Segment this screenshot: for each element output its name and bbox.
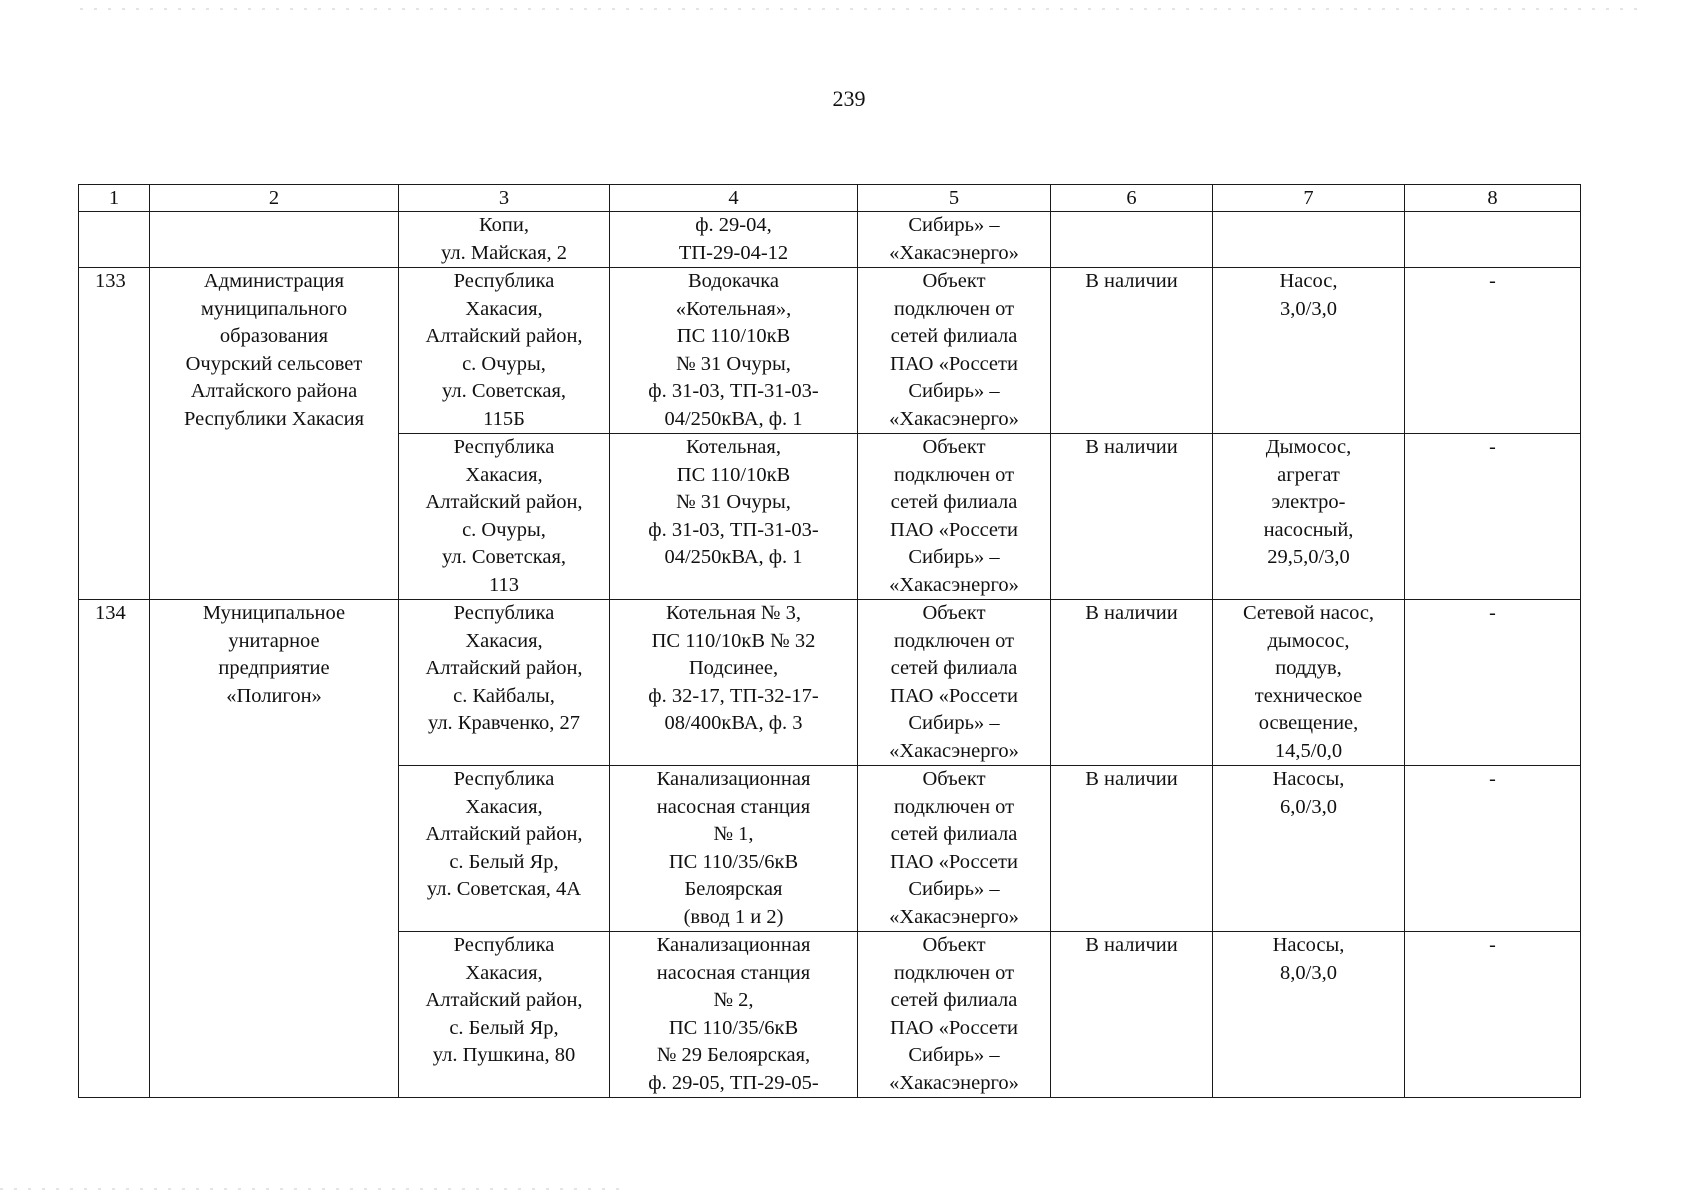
column-number-row — [79, 185, 1581, 212]
cell-note: - — [1405, 600, 1581, 766]
cell-address: Республика Хакасия, Алтайский район, с. Очуры, ул. Советская, 113 — [399, 434, 610, 600]
cell-number: 133 — [79, 268, 150, 600]
cell-note: - — [1405, 434, 1581, 600]
scan-artifact-bottom — [0, 1188, 620, 1190]
cell-equipment: Насосы, 6,0/3,0 — [1213, 766, 1405, 932]
cell-equipment: Дымосос, агрегат электро- насосный, 29,5,0/3,0 — [1213, 434, 1405, 600]
cell-connection: Объект подключен от сетей филиала ПАО «Россети Сибирь» – «Хакасэнерго» — [858, 932, 1051, 1098]
column-header: 8 — [1405, 185, 1581, 212]
cell-address: Республика Хакасия, Алтайский район, с. Белый Яр, ул. Советская, 4А — [399, 766, 610, 932]
data-table — [78, 184, 1581, 1098]
cell-status: В наличии — [1051, 434, 1213, 600]
page-number: 239 — [832, 86, 866, 111]
cell-organization — [150, 212, 399, 268]
continuation-row — [79, 212, 1581, 268]
cell-status: В наличии — [1051, 600, 1213, 766]
cell-address: Республика Хакасия, Алтайский район, с. Кайбалы, ул. Кравченко, 27 — [399, 600, 610, 766]
cell-address: Копи, ул. Майская, 2 — [399, 212, 610, 268]
cell-connection: Объект подключен от сетей филиала ПАО «Россети Сибирь» – «Хакасэнерго» — [858, 434, 1051, 600]
column-header: 7 — [1213, 185, 1405, 212]
cell-status: В наличии — [1051, 766, 1213, 932]
cell-connection: Сибирь» – «Хакасэнерго» — [858, 212, 1051, 268]
cell-address: Республика Хакасия, Алтайский район, с. Очуры, ул. Советская, 115Б — [399, 268, 610, 434]
cell-note — [1405, 212, 1581, 268]
cell-organization: Администрация муниципального образования Очурский сельсовет Алтайского района Республики Хакасия — [150, 268, 399, 600]
scan-artifact-top — [80, 8, 1640, 10]
cell-number — [79, 212, 150, 268]
cell-object: Котельная № 3, ПС 110/10кВ № 32 Подсинее, ф. 32-17, ТП-32-17- 08/400кВА, ф. 3 — [610, 600, 858, 766]
column-header: 2 — [150, 185, 399, 212]
cell-connection: Объект подключен от сетей филиала ПАО «Россети Сибирь» – «Хакасэнерго» — [858, 268, 1051, 434]
cell-object: Котельная, ПС 110/10кВ № 31 Очуры, ф. 31-03, ТП-31-03- 04/250кВА, ф. 1 — [610, 434, 858, 600]
cell-note: - — [1405, 766, 1581, 932]
cell-equipment: Насос, 3,0/3,0 — [1213, 268, 1405, 434]
cell-status — [1051, 212, 1213, 268]
cell-equipment — [1213, 212, 1405, 268]
cell-object: Канализационная насосная станция № 2, ПС 110/35/6кВ № 29 Белоярская, ф. 29-05, ТП-29-05- — [610, 932, 858, 1098]
column-header: 1 — [79, 185, 150, 212]
cell-number: 134 — [79, 600, 150, 1098]
column-header: 5 — [858, 185, 1051, 212]
cell-address: Республика Хакасия, Алтайский район, с. Белый Яр, ул. Пушкина, 80 — [399, 932, 610, 1098]
cell-object: ф. 29-04, ТП-29-04-12 — [610, 212, 858, 268]
cell-equipment: Сетевой насос, дымосос, поддув, техническое освещение, 14,5/0,0 — [1213, 600, 1405, 766]
cell-equipment: Насосы, 8,0/3,0 — [1213, 932, 1405, 1098]
cell-note: - — [1405, 932, 1581, 1098]
cell-connection: Объект подключен от сетей филиала ПАО «Россети Сибирь» – «Хакасэнерго» — [858, 600, 1051, 766]
cell-note: - — [1405, 268, 1581, 434]
column-header: 3 — [399, 185, 610, 212]
cell-object: Водокачка «Котельная», ПС 110/10кВ № 31 Очуры, ф. 31-03, ТП-31-03- 04/250кВА, ф. 1 — [610, 268, 858, 434]
table-row — [79, 268, 1581, 434]
cell-organization: Муниципальное унитарное предприятие «Полигон» — [150, 600, 399, 1098]
column-header: 4 — [610, 185, 858, 212]
cell-status: В наличии — [1051, 268, 1213, 434]
cell-status: В наличии — [1051, 932, 1213, 1098]
column-header: 6 — [1051, 185, 1213, 212]
cell-connection: Объект подключен от сетей филиала ПАО «Россети Сибирь» – «Хакасэнерго» — [858, 766, 1051, 932]
cell-object: Канализационная насосная станция № 1, ПС 110/35/6кВ Белоярская (ввод 1 и 2) — [610, 766, 858, 932]
table-row — [79, 600, 1581, 766]
